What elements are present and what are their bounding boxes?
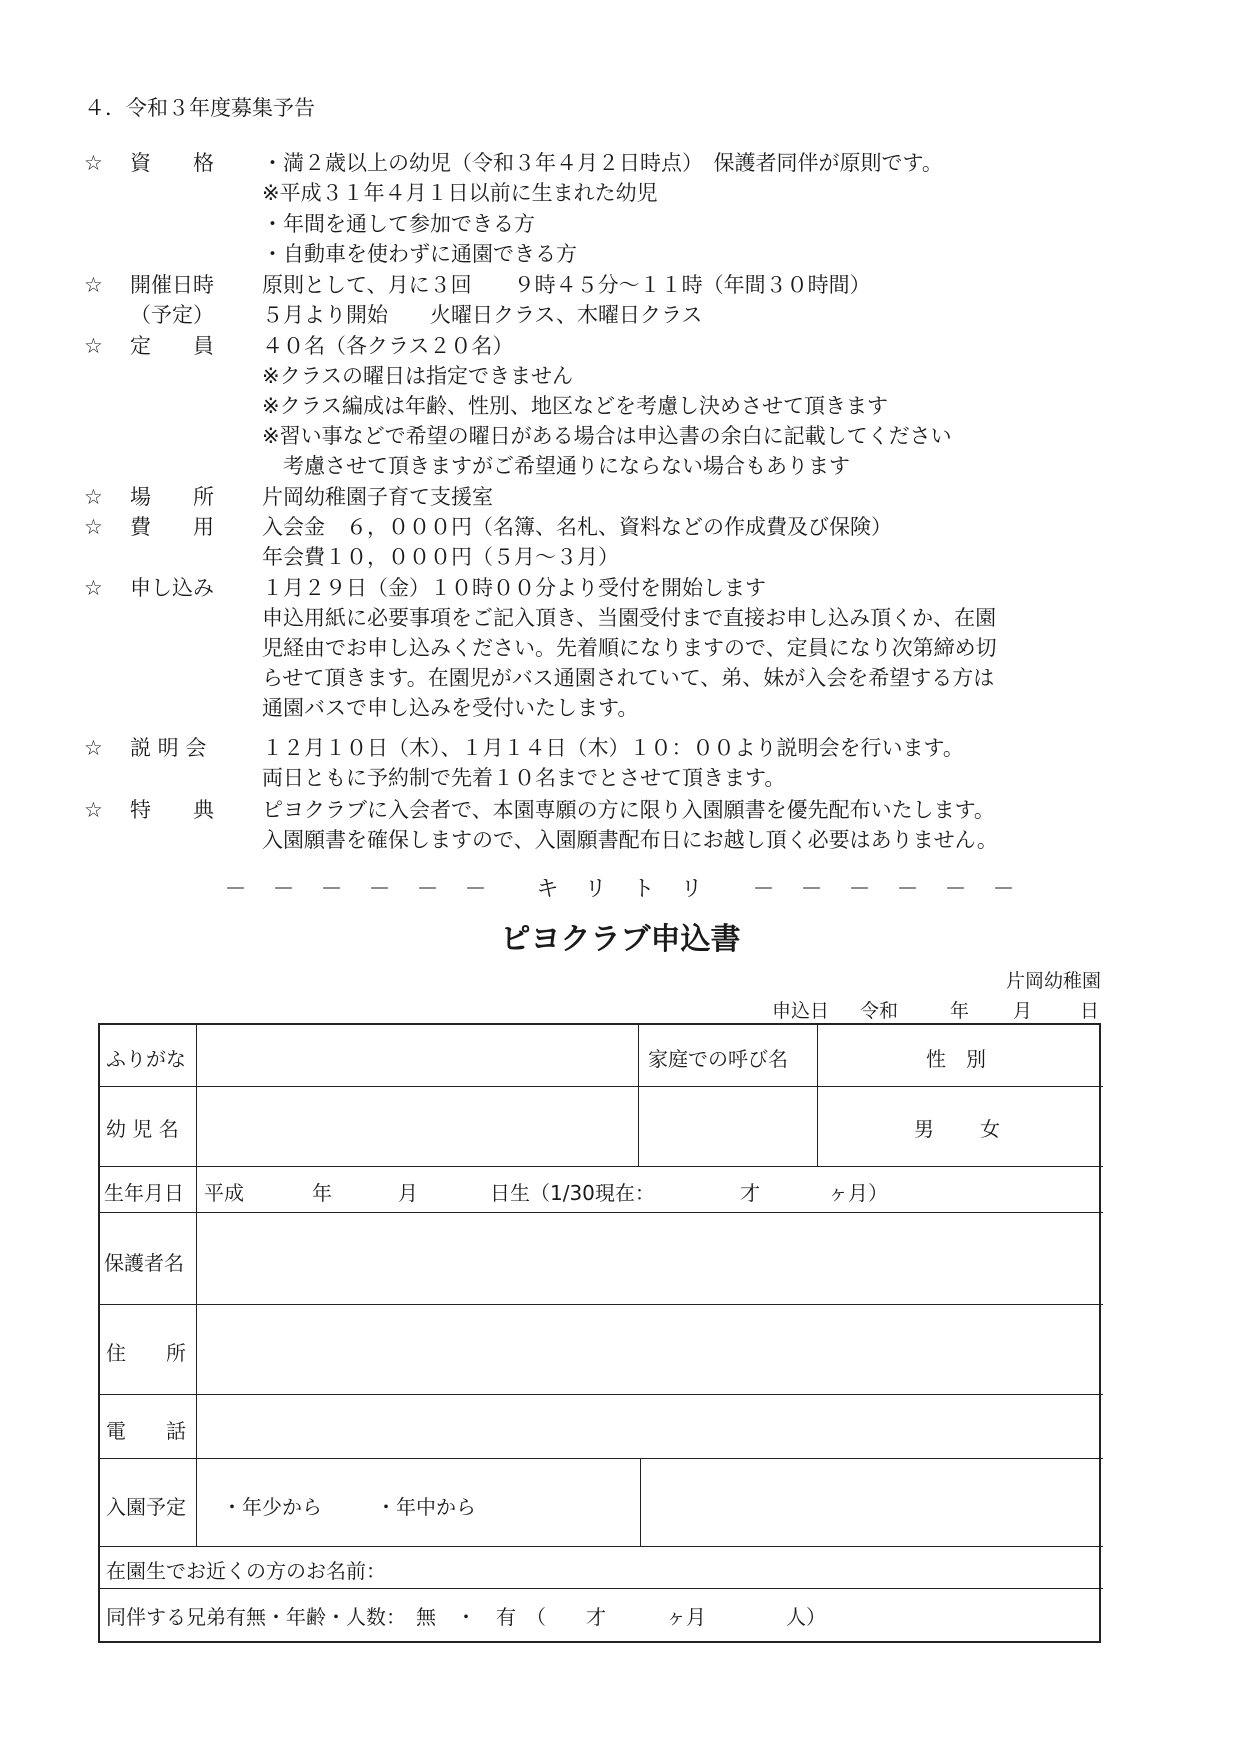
item-line: 年会費１０，０００円（５月～３月）: [262, 545, 619, 569]
item-label-schedule-note: （予定）: [130, 303, 214, 327]
item-label-fee: 費 用: [130, 515, 214, 539]
item-label-briefing: 説 明 会: [130, 736, 207, 760]
form-row-divider: [100, 1086, 1103, 1087]
enroll-plan-label: 入園予定: [106, 1495, 186, 1519]
nickname-field[interactable]: [642, 1091, 814, 1163]
cut-line: － － － － － － キ リ ト リ － － － － － －: [224, 877, 1017, 902]
birth-year-unit: 年: [312, 1181, 332, 1205]
item-line: 入会金 ６，０００円（名簿、名札、資料などの作成費及び保険）: [262, 515, 892, 539]
item-label-qualification: 資 格: [130, 151, 214, 175]
date-month-unit: 月: [1013, 1000, 1033, 1022]
item-line: 考慮させて頂きますがご希望通りにならない場合もあります: [262, 454, 850, 478]
form-row-divider: [100, 1546, 1103, 1547]
item-line: 両日ともに予約制で先着１０名までとさせて頂きます。: [262, 766, 786, 790]
phone-field[interactable]: [200, 1399, 1098, 1455]
item-line: ※クラスの曜日は指定できません: [262, 364, 573, 388]
star-icon: ☆: [84, 736, 103, 760]
birthdate-label: 生年月日: [104, 1181, 184, 1205]
date-era: 令和: [860, 1000, 899, 1022]
item-label-capacity: 定 員: [130, 334, 214, 358]
enroll-option-nenchu[interactable]: ・年中から: [376, 1495, 476, 1519]
phone-label: 電 話: [106, 1419, 186, 1443]
gender-label: 性 別: [926, 1047, 986, 1071]
form-col-divider: [640, 1458, 641, 1546]
address-label: 住 所: [106, 1341, 186, 1365]
item-line: ※平成３１年４月１日以前に生まれた幼児: [262, 181, 658, 205]
item-line: ・満２歳以上の幼児（令和３年４月２日時点） 保護者同伴が原則です。: [262, 151, 943, 175]
star-icon: ☆: [84, 798, 103, 822]
item-label-application: 申し込み: [130, 576, 214, 600]
guardian-label: 保護者名: [104, 1251, 184, 1275]
date-day-unit: 日: [1080, 1000, 1100, 1022]
form-row-divider: [100, 1166, 1103, 1167]
birth-month-unit: 月: [398, 1181, 418, 1205]
item-line: らせて頂きます。在園児がバス通園されていて、弟、妹が入会を希望する方は: [262, 666, 995, 690]
item-label-schedule: 開催日時: [130, 273, 214, 297]
form-row-divider: [100, 1458, 1103, 1459]
form-col-divider: [638, 1025, 639, 1166]
date-year-unit: 年: [950, 1000, 970, 1022]
nickname-label: 家庭での呼び名: [648, 1047, 788, 1071]
guardian-field[interactable]: [200, 1217, 1098, 1301]
item-label-benefit: 特 典: [130, 798, 214, 822]
birth-era: 平成: [204, 1181, 244, 1205]
form-col-divider: [196, 1025, 197, 1546]
child-name-label: 幼 児 名: [106, 1117, 179, 1141]
application-form: [98, 1023, 1101, 1643]
item-line: ・年間を通して参加できる方: [262, 212, 535, 236]
form-row-divider: [100, 1394, 1103, 1395]
gender-male-option[interactable]: 男: [914, 1117, 934, 1141]
item-line: ５月より開始 火曜日クラス、木曜日クラス: [262, 303, 703, 327]
furigana-field[interactable]: [200, 1029, 634, 1083]
furigana-label: ふりがな: [106, 1047, 186, 1071]
item-line: 入園願書を確保しますので、入園願書配布日にお越し頂く必要はありません。: [262, 828, 998, 852]
item-line: 原則として、月に３回 ９時４５分～１１時（年間３０時間）: [262, 273, 871, 297]
form-row-divider: [100, 1304, 1103, 1305]
item-line: ・自動車を使わずに通園できる方: [262, 242, 577, 266]
item-line: ※習い事などで希望の曜日がある場合は申込書の余白に記載してください: [262, 424, 952, 448]
form-title: ピヨクラブ申込書: [500, 922, 741, 957]
form-row-divider: [100, 1588, 1103, 1589]
kindergarten-name: 片岡幼稚園: [1005, 970, 1101, 992]
item-line: 児経由でお申し込みください。先着順になりますので、定員になり次第締め切: [262, 636, 997, 660]
item-line: ※クラス編成は年齢、性別、地区などを考慮し決めさせて頂きます: [262, 394, 888, 418]
address-field[interactable]: [200, 1309, 1098, 1391]
star-icon: ☆: [84, 576, 103, 600]
nearby-student-label: 在園生でお近くの方のお名前：: [106, 1559, 386, 1583]
siblings-label: 同伴する兄弟有無・年齢・人数： 無 ・ 有 （ 才 ヶ月 人）: [106, 1605, 826, 1629]
item-line: 通園バスで申し込みを受付いたします。: [262, 696, 639, 720]
item-line: １月２９日（金）１０時００分より受付を開始します: [262, 576, 766, 600]
birth-day-unit: 日生（1/30現在：: [490, 1181, 655, 1205]
star-icon: ☆: [84, 273, 103, 297]
child-name-field[interactable]: [200, 1091, 634, 1163]
item-line: ４０名（各クラス２０名）: [262, 334, 514, 358]
item-line: ピヨクラブに入会者で、本園専願の方に限り入園願書を優先配布いたします。: [262, 798, 995, 822]
age-months-unit: ヶ月）: [828, 1181, 888, 1205]
item-label-place: 場 所: [130, 485, 214, 509]
item-line: 片岡幼稚園子育て支援室: [262, 485, 493, 509]
star-icon: ☆: [84, 485, 103, 509]
date-label: 申込日: [772, 1000, 830, 1022]
star-icon: ☆: [84, 515, 103, 539]
enroll-option-nensho[interactable]: ・年少から: [222, 1495, 322, 1519]
age-years-unit: 才: [740, 1181, 760, 1205]
item-line: 申込用紙に必要事項をご記入頂き、当園受付まで直接お申し込み頂くか、在園: [262, 606, 997, 630]
form-row-divider: [100, 1212, 1103, 1213]
gender-female-option[interactable]: 女: [980, 1117, 1000, 1141]
star-icon: ☆: [84, 334, 103, 358]
item-line: １２月１０日（木）、１月１４日（木）１０：００より説明会を行います。: [262, 736, 964, 760]
section-title: ４．令和３年度募集予告: [84, 96, 315, 120]
star-icon: ☆: [84, 151, 103, 175]
form-col-divider: [817, 1025, 818, 1166]
